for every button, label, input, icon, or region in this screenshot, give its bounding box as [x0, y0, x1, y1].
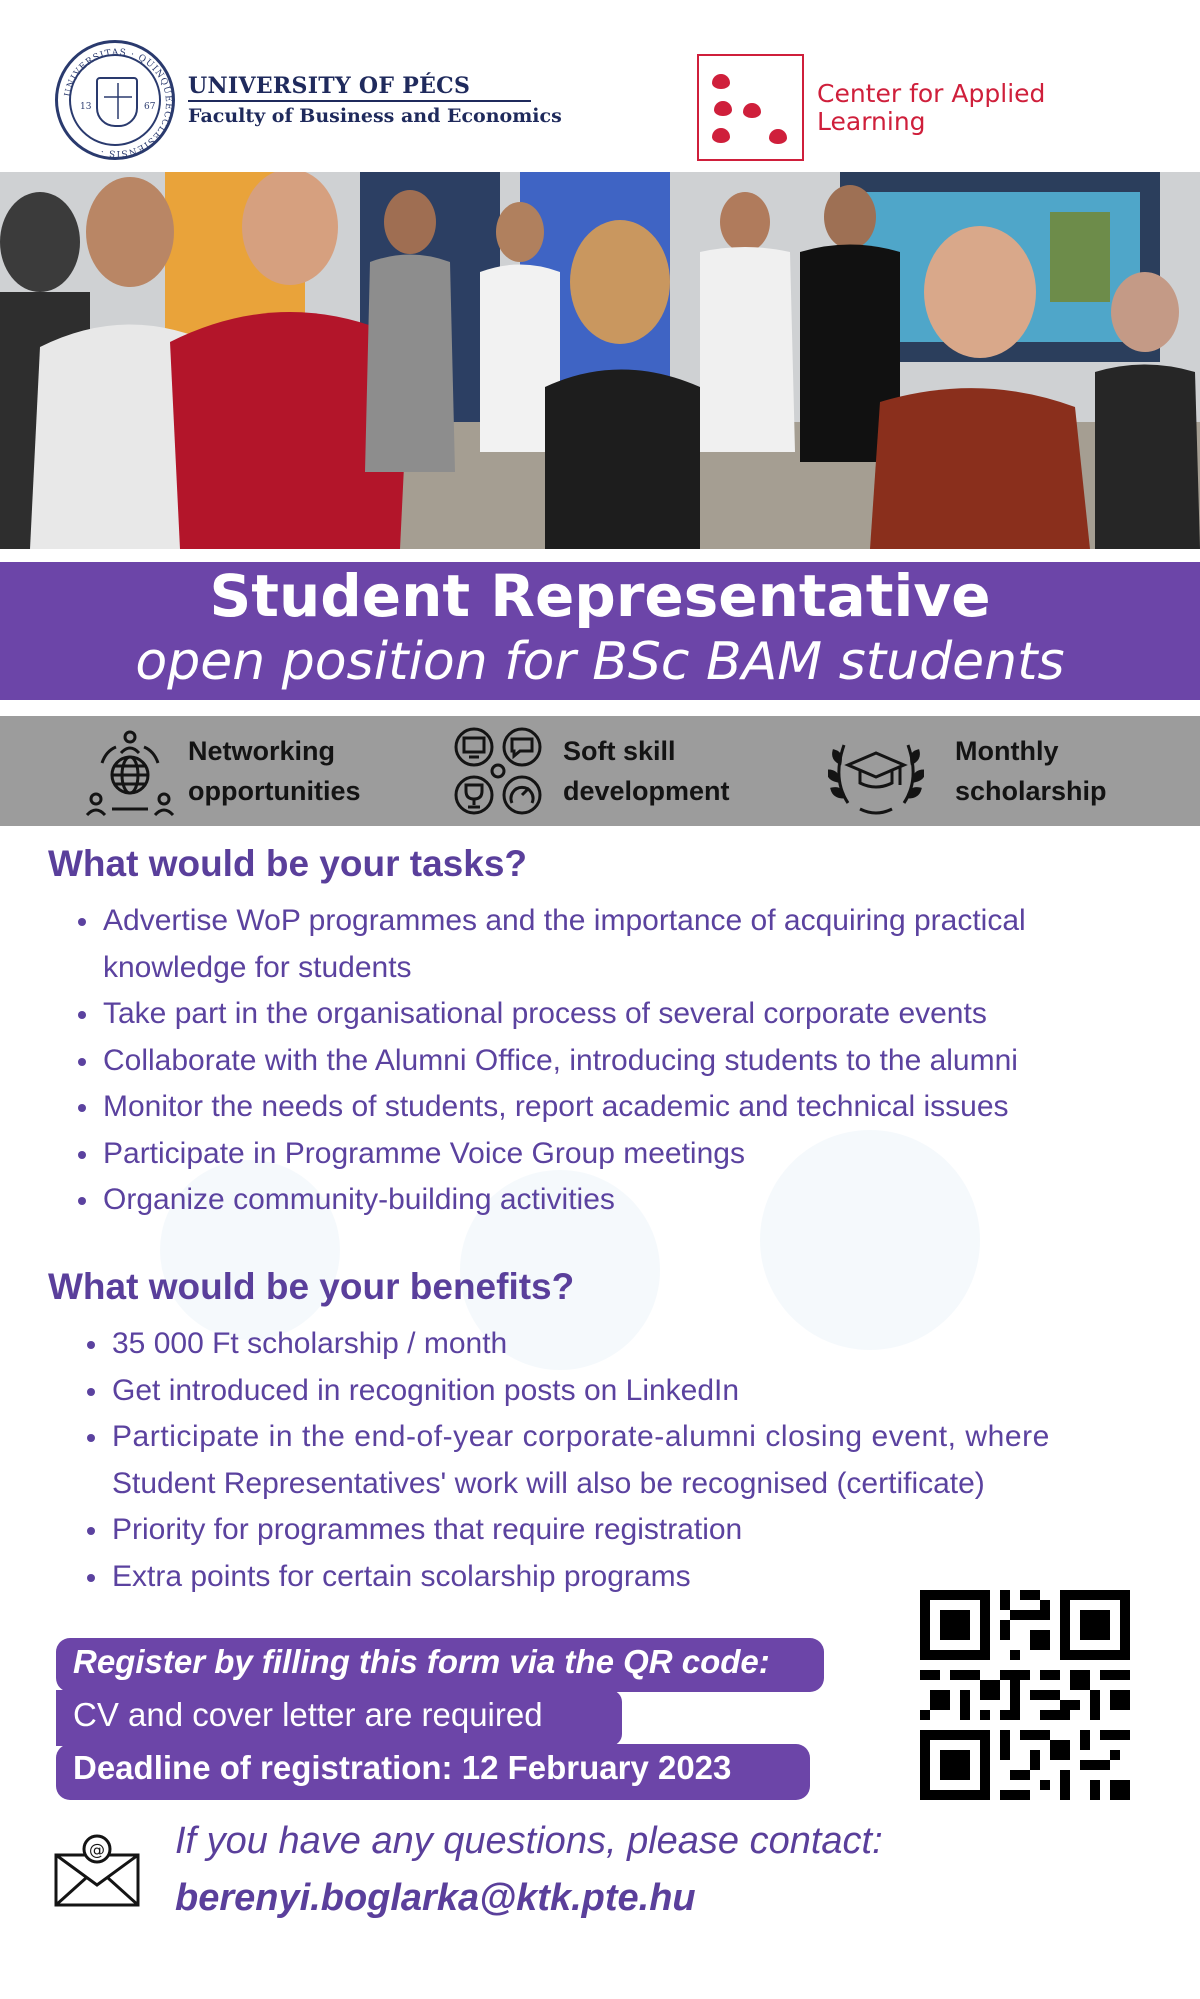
- university-seal-logo: [55, 40, 175, 160]
- benefits-list: [112, 1321, 1147, 1600]
- feature-softskill-line2: development: [563, 776, 730, 806]
- center-name-line1: Center for Applied: [817, 79, 1046, 108]
- task-item: Organize community-building activities: [103, 1177, 1183, 1224]
- email-envelope-icon: [52, 1833, 142, 1909]
- feature-scholarship-line1: Monthly: [955, 736, 1059, 766]
- svg-text:UNIVERSITAS · QUINQUEECCLESIEN: UNIVERSITAS · QUINQUEECCLESIENSIS ·: [63, 47, 174, 159]
- feature-networking-label: [188, 731, 360, 811]
- page-subtitle: open position for BSc BAM students: [135, 632, 1065, 692]
- contact-question: If you have any questions, please contact:: [175, 1820, 883, 1862]
- register-requirements: CV and cover letter are required: [73, 1696, 543, 1733]
- register-instruction: Register by filling this form via the QR code:: [73, 1643, 770, 1680]
- tasks-heading: What would be your tasks?: [48, 843, 527, 884]
- networking-globe-icon: [82, 723, 178, 819]
- graduation-cap-laurel-icon: [828, 723, 924, 819]
- feature-scholarship-line2: scholarship: [955, 776, 1107, 806]
- university-divider: [188, 100, 531, 102]
- task-item-continuation: knowledge for students: [103, 950, 412, 984]
- benefit-item-continuation: Student Representatives' work will also be recognised (certificate): [112, 1466, 985, 1500]
- students-group-photo: [0, 172, 1200, 549]
- center-name-line2: Learning: [817, 107, 926, 136]
- features-band: [0, 716, 1200, 826]
- benefits-heading: What would be your benefits?: [48, 1266, 575, 1307]
- feature-networking-line1: Networking: [188, 736, 336, 766]
- benefit-item: Participate in the end-of-year corporate-alumni closing event, where: [112, 1414, 1147, 1461]
- task-item: Advertise WoP programmes and the importance of acquiring practical: [103, 898, 1183, 945]
- university-name: UNIVERSITY OF PÉCS: [188, 73, 471, 99]
- registration-qr-code[interactable]: [920, 1590, 1130, 1800]
- task-item: Monitor the needs of students, report academic and technical issues: [103, 1084, 1183, 1131]
- svg-text:67: 67: [144, 102, 156, 112]
- task-item: Take part in the organisational process of several corporate events: [103, 991, 1183, 1038]
- page-title: Student Representative: [209, 562, 991, 630]
- students-photo-illustration: [0, 172, 1200, 549]
- feature-softskill-line1: Soft skill: [563, 736, 676, 766]
- center-applied-learning-logo: [697, 54, 804, 161]
- benefit-item: 35 000 Ft scholarship / month: [112, 1321, 1147, 1368]
- benefit-item: Get introduced in recognition posts on LinkedIn: [112, 1368, 1147, 1415]
- tasks-list: [103, 898, 1183, 1224]
- svg-text:13: 13: [80, 102, 92, 112]
- benefit-item: Extra points for certain scolarship programs: [112, 1554, 1147, 1601]
- feature-networking-line2: opportunities: [188, 776, 361, 806]
- seal-lettering-icon: [58, 43, 178, 163]
- contact-email-link[interactable]: berenyi.boglarka@ktk.pte.hu: [175, 1877, 696, 1919]
- task-item: Participate in Programme Voice Group meetings: [103, 1131, 1183, 1178]
- center-applied-learning-name: [817, 80, 1045, 136]
- soft-skills-icon: [450, 723, 546, 819]
- faculty-name: Faculty of Business and Economics: [188, 105, 562, 127]
- task-item: Collaborate with the Alumni Office, introducing students to the alumni: [103, 1038, 1183, 1085]
- register-deadline: Deadline of registration: 12 February 2023: [73, 1749, 732, 1786]
- feature-softskill-label: [563, 731, 730, 811]
- svg-text:@: @: [89, 1840, 105, 1859]
- benefit-item: Priority for programmes that require registration: [112, 1507, 1147, 1554]
- feature-scholarship-label: [955, 731, 1107, 811]
